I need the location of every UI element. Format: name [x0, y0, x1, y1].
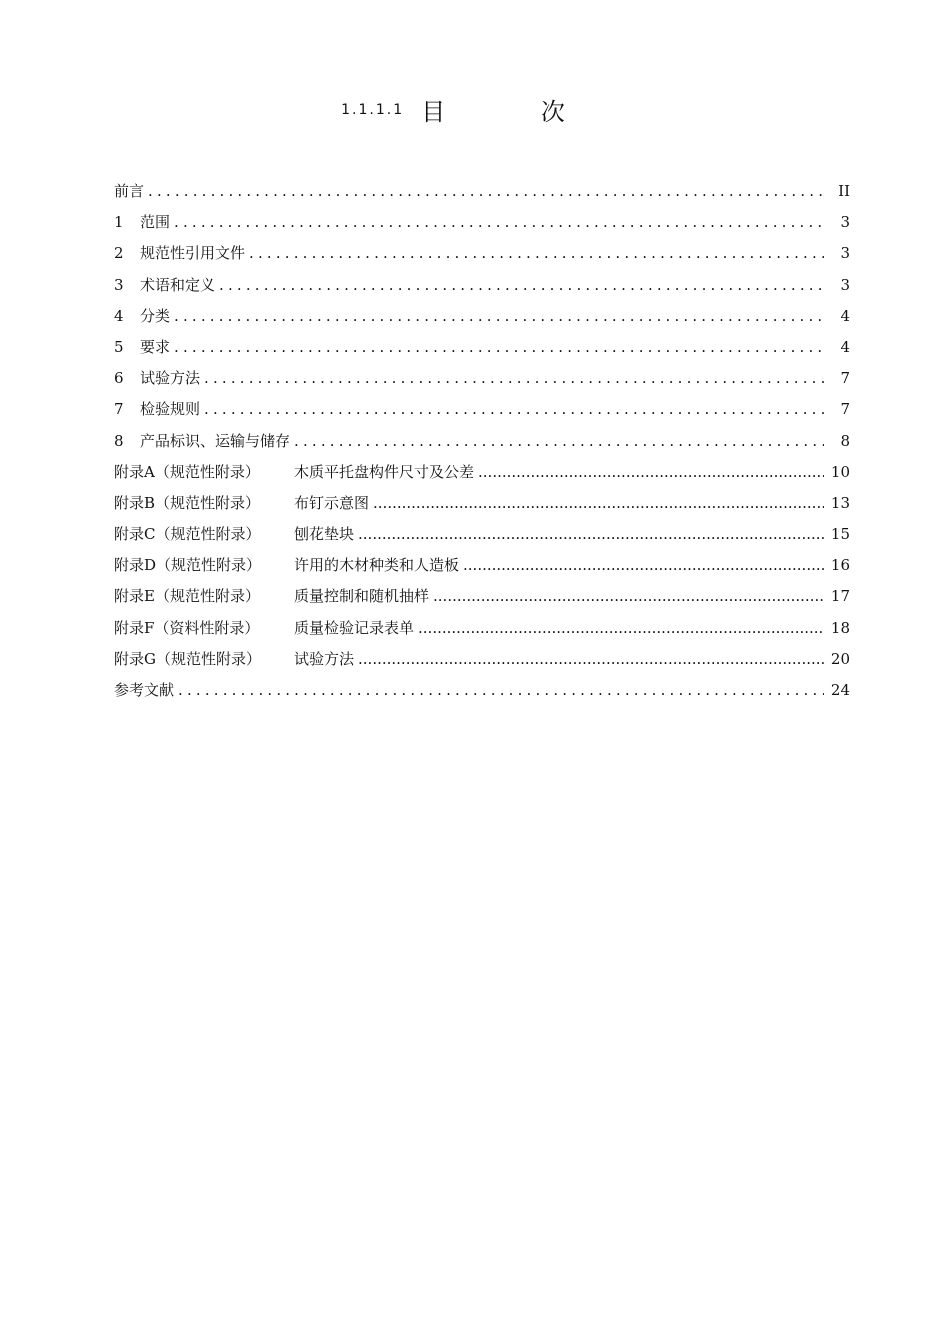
toc-entry-annex-c[interactable]	[114, 519, 850, 550]
toc-section-number: 7	[114, 400, 124, 419]
toc-annex-label: 附录D（规范性附录）	[114, 556, 262, 575]
toc-page-number: 20	[830, 649, 850, 668]
toc-leader-dots	[358, 644, 824, 675]
toc-entry-title: 试验方法	[294, 649, 355, 668]
toc-entry-title: 试验方法	[140, 369, 201, 388]
toc-entry-classification[interactable]	[114, 301, 850, 332]
toc-entry-annex-d[interactable]	[114, 550, 850, 581]
toc-heading	[0, 92, 950, 127]
toc-page-number: 8	[840, 431, 850, 450]
toc-entry-title: 分类	[140, 306, 171, 325]
toc-leader-dots	[294, 426, 824, 457]
toc-page-number: 4	[840, 306, 850, 325]
toc-leader-dots	[148, 176, 824, 207]
page-title: 目 次	[421, 98, 609, 126]
toc-leader-dots	[219, 270, 824, 301]
toc-entry-terms-definitions[interactable]	[114, 270, 850, 301]
toc-leader-dots	[174, 332, 824, 363]
toc-annex-label: 附录E（规范性附录）	[114, 587, 260, 606]
toc-leader-dots	[174, 207, 824, 238]
toc-page-number: 15	[830, 525, 850, 544]
toc-leader-dots	[373, 488, 824, 519]
toc-entry-title: 要求	[140, 337, 171, 356]
toc-section-number: 6	[114, 369, 124, 388]
toc-leader-dots	[174, 301, 824, 332]
toc-leader-dots	[249, 238, 824, 269]
toc-section-number: 8	[114, 431, 124, 450]
toc-entry-title: 质量控制和随机抽样	[294, 587, 430, 606]
toc-leader-dots	[358, 519, 824, 550]
toc-annex-label: 附录G（规范性附录）	[114, 649, 261, 668]
toc-entry-annex-b[interactable]	[114, 488, 850, 519]
toc-leader-dots	[178, 675, 824, 706]
toc-entry-title: 参考文献	[114, 681, 175, 699]
toc-entry-requirements[interactable]	[114, 332, 850, 363]
toc-page-number: 24	[830, 681, 850, 699]
toc-page-number: 7	[840, 369, 850, 388]
toc-entry-bibliography[interactable]	[114, 675, 850, 706]
toc-leader-dots	[418, 613, 824, 644]
toc-section-number: 2	[114, 244, 124, 263]
toc-section-number: 3	[114, 275, 124, 294]
toc-entry-title: 前言	[114, 182, 145, 200]
toc-leader-dots	[204, 394, 824, 425]
toc-annex-label: 附录C（规范性附录）	[114, 525, 261, 544]
toc-entry-annex-e[interactable]	[114, 581, 850, 612]
toc-entry-normative-references[interactable]	[114, 238, 850, 269]
toc-page-number: 10	[830, 462, 850, 481]
toc-page-number: 17	[830, 587, 850, 606]
heading-number: 1.1.1.1	[341, 101, 405, 118]
toc-page-number: 13	[830, 493, 850, 512]
toc-entry-title: 布钉示意图	[294, 493, 370, 512]
table-of-contents	[114, 176, 850, 706]
toc-page-number: 4	[840, 337, 850, 356]
toc-entry-title: 许用的木材种类和人造板	[294, 556, 460, 575]
toc-section-number: 1	[114, 213, 124, 232]
toc-entry-title: 刨花垫块	[294, 525, 355, 544]
toc-entry-title: 术语和定义	[140, 275, 216, 294]
toc-entry-annex-f[interactable]	[114, 613, 850, 644]
toc-entry-title: 范围	[140, 213, 171, 232]
toc-annex-label: 附录B（规范性附录）	[114, 493, 261, 512]
toc-leader-dots	[478, 457, 824, 488]
toc-leader-dots	[433, 581, 824, 612]
toc-entry-inspection-rules[interactable]	[114, 394, 850, 425]
toc-entry-annex-a[interactable]	[114, 457, 850, 488]
toc-entry-marking-transport-storage[interactable]	[114, 426, 850, 457]
toc-annex-label: 附录F（资料性附录）	[114, 618, 260, 637]
toc-entry-foreword[interactable]	[114, 176, 850, 207]
toc-entry-title: 质量检验记录表单	[294, 618, 415, 637]
toc-page-number: 16	[830, 556, 850, 575]
toc-section-number: 4	[114, 306, 124, 325]
toc-page-number: 18	[830, 618, 850, 637]
toc-entry-title: 检验规则	[140, 400, 201, 419]
toc-page-number: 7	[840, 400, 850, 419]
toc-entry-annex-g[interactable]	[114, 644, 850, 675]
toc-entry-test-methods[interactable]	[114, 363, 850, 394]
toc-page-number: 3	[840, 244, 850, 263]
toc-entry-scope[interactable]	[114, 207, 850, 238]
toc-leader-dots	[204, 363, 824, 394]
toc-annex-label: 附录A（规范性附录）	[114, 462, 260, 481]
toc-section-number: 5	[114, 337, 124, 356]
toc-entry-title: 规范性引用文件	[140, 244, 246, 263]
toc-leader-dots	[463, 550, 824, 581]
toc-entry-title: 产品标识、运输与储存	[140, 431, 291, 450]
toc-entry-title: 木质平托盘构件尺寸及公差	[294, 462, 475, 481]
toc-page-number: 3	[840, 213, 850, 232]
toc-page-number: 3	[840, 275, 850, 294]
toc-page-number: II	[838, 182, 850, 200]
